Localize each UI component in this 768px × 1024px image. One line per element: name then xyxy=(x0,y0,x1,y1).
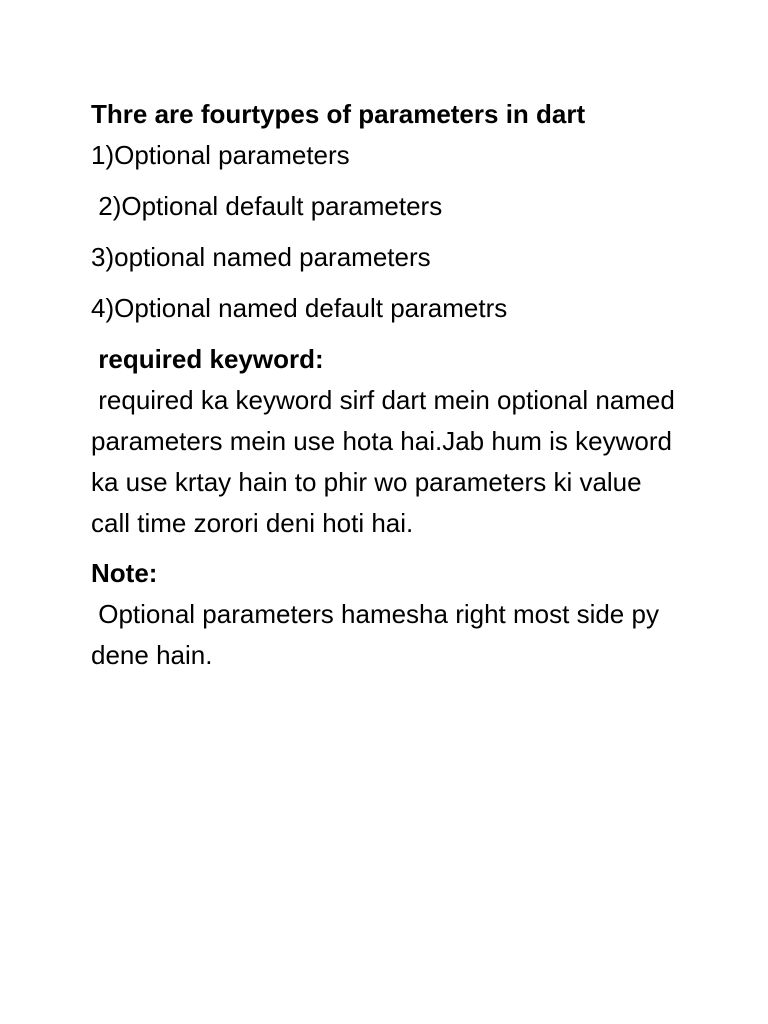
document-content xyxy=(91,94,681,676)
list-item-optional-parameters: 1)Optional parameters xyxy=(91,140,350,170)
list-item-optional-default-parameters: 2)Optional default parameters xyxy=(91,191,443,221)
list-item-optional-named-parameters: 3)optional named parameters xyxy=(91,242,431,272)
document-heading: Thre are fourtypes of parameters in dart xyxy=(91,99,586,129)
required-keyword-heading: required keyword: xyxy=(91,344,324,374)
note-heading: Note: xyxy=(91,558,158,588)
required-keyword-paragraph: required ka keyword sirf dart mein optional named parameters mein use hota hai.Jab hum is keyword ka use krtay hain to phir wo parameters ki value call time zorori deni hoti hai. xyxy=(91,385,683,538)
list-item-optional-named-default-parameters: 4)Optional named default parametrs xyxy=(91,293,508,323)
note-paragraph: Optional parameters hamesha right most side py dene hain. xyxy=(91,599,667,670)
